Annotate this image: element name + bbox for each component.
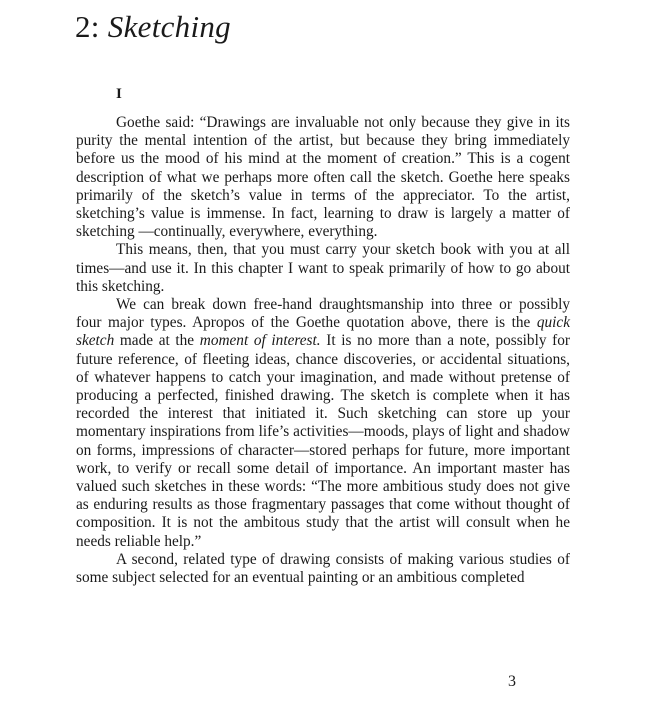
paragraph-text: Goethe said: “Drawings are invaluable not only because they give in its purity the mental intention of the artist, but because they bring immediately before us the mood of his mind at the moment of creation.” This is a cogent description of what we perhaps more often call the sketch. Goethe here speaks primarily of the sketch’s value in terms of the appreciator. To the artist, sketching’s value is immense. In fact, learning to draw is largely a matter of sketching —continually, everywhere, everything. xyxy=(76,114,570,241)
paragraph-text: We can break down free-hand draughtsmanship into three or possibly four major types. Apropos of the Goethe quotation above, there is the xyxy=(76,296,570,332)
chapter-number: 2: xyxy=(75,9,100,44)
page-number: 3 xyxy=(508,673,516,690)
paragraph-text: This means, then, that you must carry your sketch book with you at all times—and use it. In this chapter I want to speak primarily of how to go about this sketching. xyxy=(76,241,570,295)
body-text xyxy=(76,114,570,587)
paragraph-4 xyxy=(76,551,570,587)
paragraph-1 xyxy=(76,114,570,241)
paragraph-text: A second, related type of drawing consists of making various studies of some subject selected for an eventual painting or an ambitious completed xyxy=(76,550,570,587)
paragraph-text: made at the xyxy=(114,332,200,350)
emphasis-quick-sketch: quick sketch xyxy=(76,314,570,350)
chapter-title: Sketching xyxy=(107,9,231,44)
paragraph-3 xyxy=(76,296,570,551)
chapter-heading xyxy=(75,7,231,47)
emphasis-moment-of-interest: moment of interest. xyxy=(199,332,321,350)
paragraph-2 xyxy=(76,241,570,296)
paragraph-text: It is no more than a note, possibly for future reference, of fleeting ideas, chance discoveries, or accidental situations, of whatever happens to catch your imagination, and made without pretense of producing a perfected, finished drawing. The sketch is complete when it has recorded the interest that initiated it. Such sketching can store up your momentary inspirations from life’s activities—moods, plays of light and shadow on forms, impressions of character—stored perhaps for future, more important work, to verify or recall some detail of importance. An important master has valued such sketches in these words: “The more ambitious study does not give as enduring results as those fragmentary passages that come without thought of composition. It is not the ambitous study that the artist will consult when he needs reliable help.” xyxy=(76,332,570,550)
section-number: I xyxy=(116,86,122,102)
